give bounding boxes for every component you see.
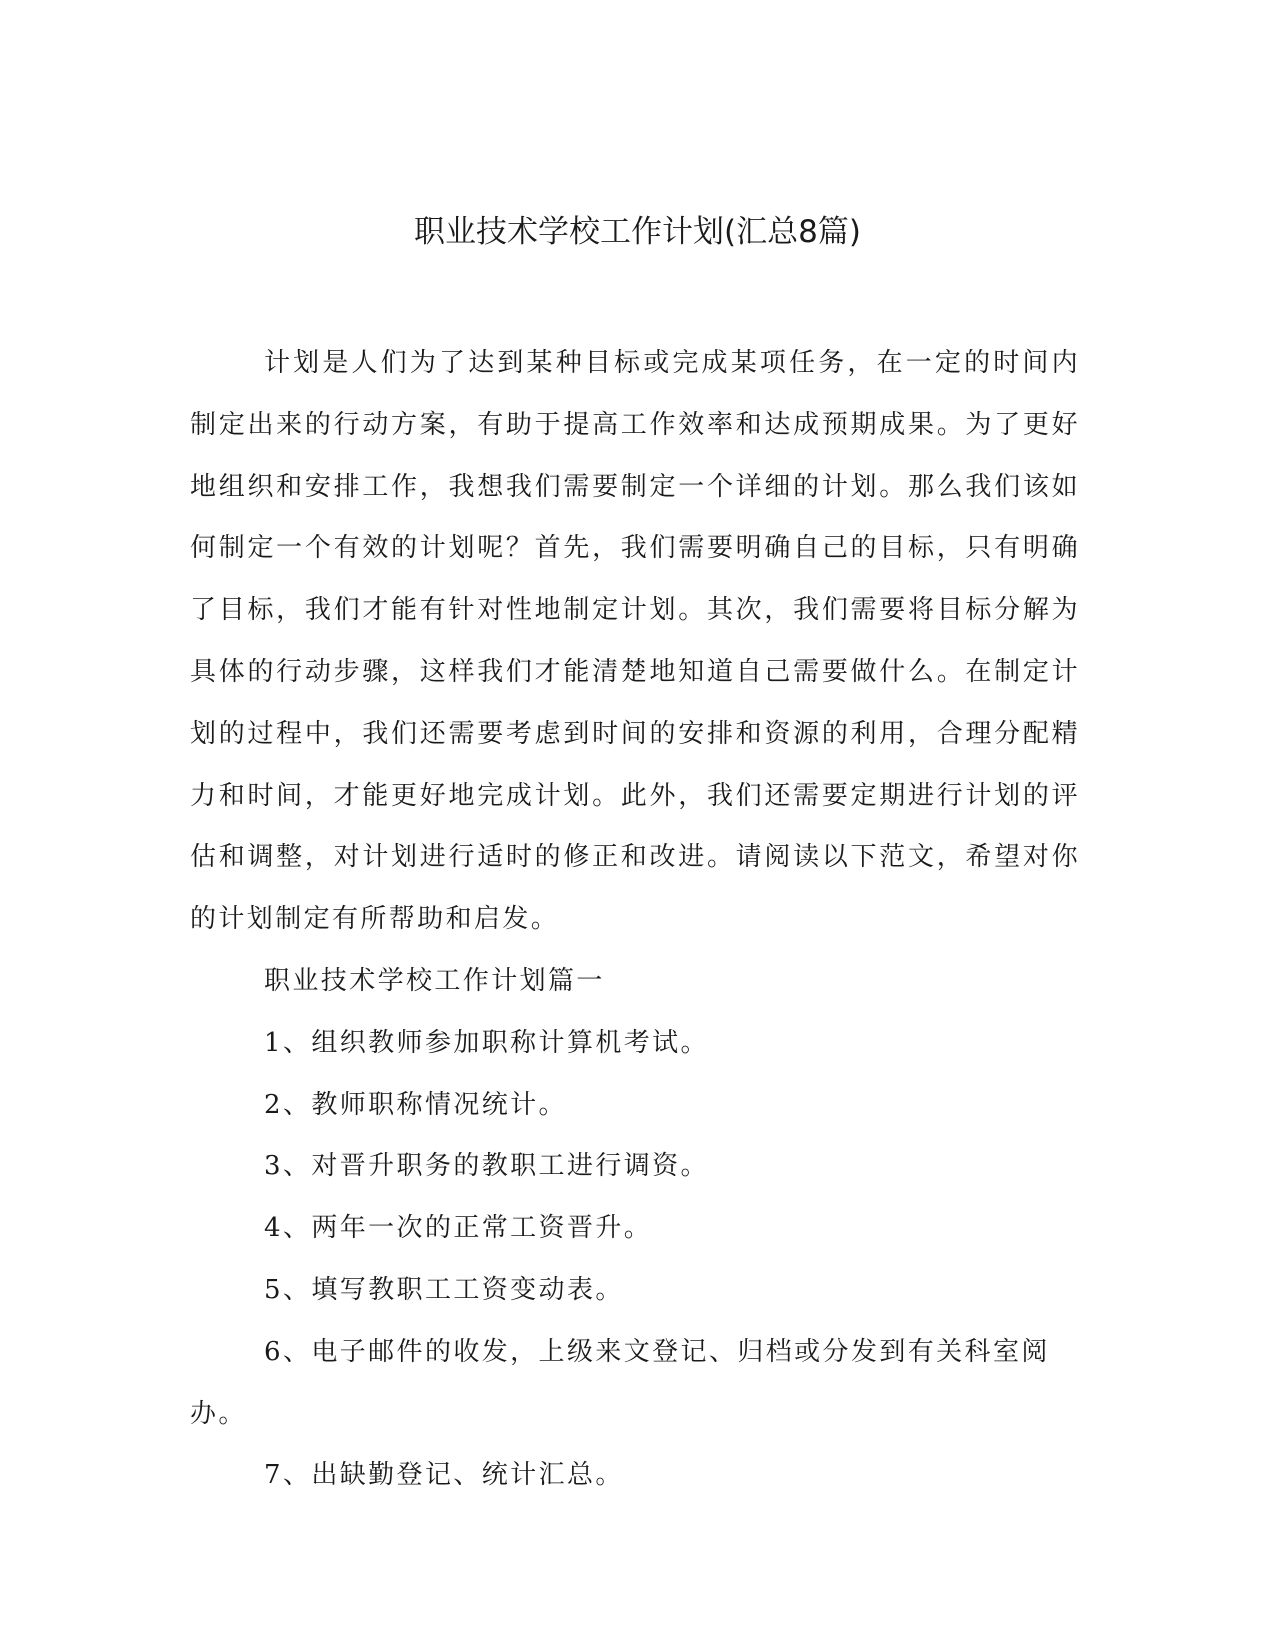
list-item: 5、填写教职工工资变动表。 — [264, 1274, 624, 1305]
intro-paragraph: 计划是人们为了达到某种目标或完成某项任务，在一定的时间内制定出来的行动方案，有助于提高工作效率和达成预期成果。为了更好地组织和安排工作，我想我们需要制定一个详细的计划。那么我们该如何制定一个有效的计划呢？首先，我们需要明确自己的目标，只有明确了目标，我们才能有针对性地制定计划。其次，我们需要将目标分解为具体的行动步骤，这样我们才能清楚地知道自己需要做什么。在制定计划的过程中，我们还需要考虑到时间的安排和资源的利用，合理分配精力和时间，才能更好地完成计划。此外，我们还需要定期进行计划的评估和调整，对计划进行适时的修正和改进。请阅读以下范文，希望对你的计划制定有所帮助和启发。 — [190, 348, 1080, 935]
list-item: 6、电子邮件的收发，上级来文登记、归档或分发到有关科室阅办。 — [190, 1336, 1050, 1429]
document-body — [190, 333, 1080, 1507]
list-item: 7、出缺勤登记、统计汇总。 — [264, 1460, 624, 1491]
list-item: 4、两年一次的正常工资晋升。 — [264, 1213, 653, 1244]
list-item: 2、教师职称情况统计。 — [264, 1089, 567, 1120]
document-title: 职业技术学校工作计划(汇总8篇) — [414, 214, 861, 250]
list-item: 1、组织教师参加职称计算机考试。 — [264, 1027, 709, 1058]
section-heading: 职业技术学校工作计划篇一 — [264, 965, 605, 996]
list-item: 3、对晋升职务的教职工进行调资。 — [264, 1151, 709, 1182]
